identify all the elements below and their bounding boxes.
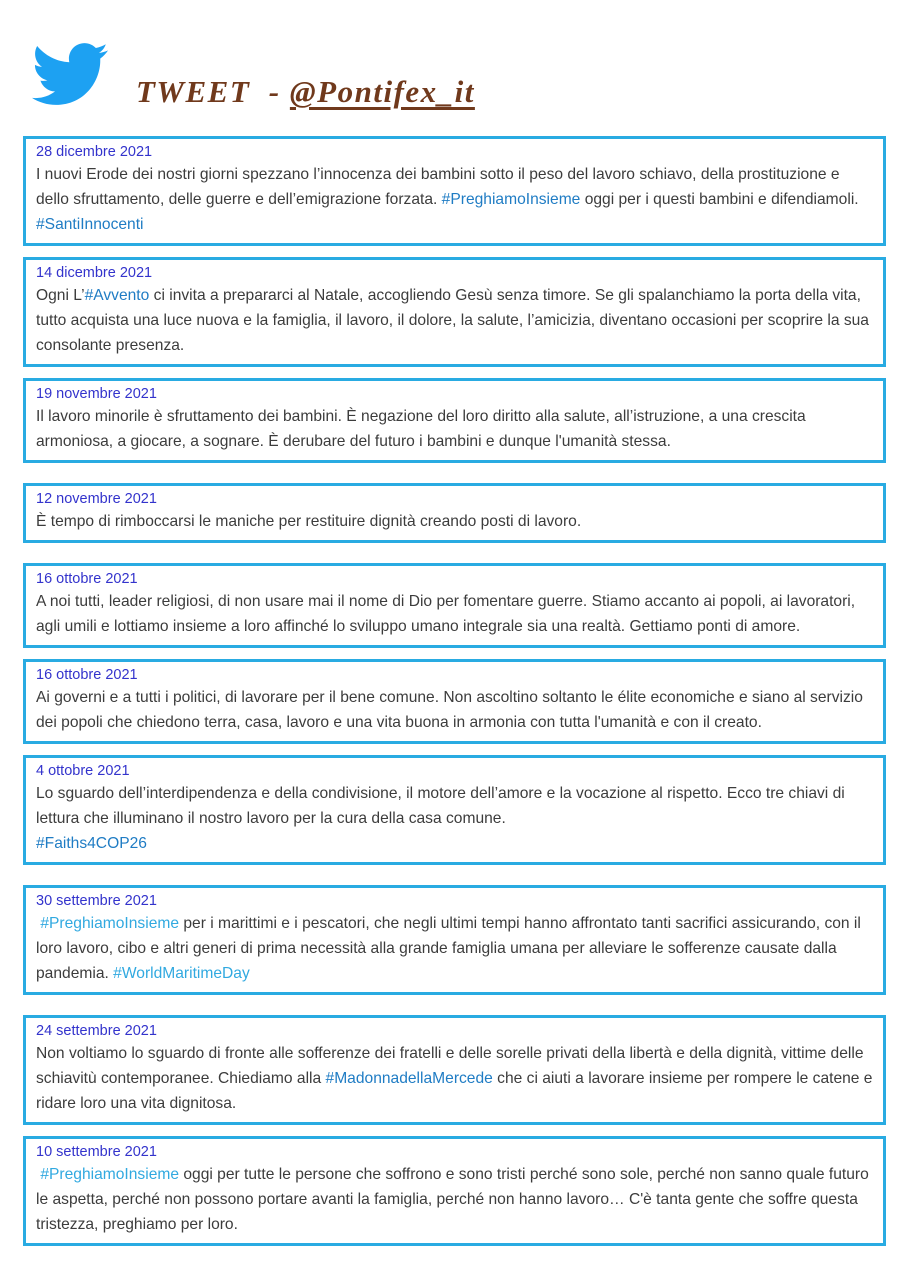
tweet-text-segment: A noi tutti, leader religiosi, di non usare mai il nome di Dio per fomentare guerre. Stiamo accanto ai popoli, ai lavoratori, agli umili e lottiamo insieme a loro affinché lo sviluppo umano integrale sia una realtà. Gettiamo ponti di amore. <box>36 593 856 635</box>
tweet-text-segment: Lo sguardo dell’interdipendenza e della condivisione, il motore dell’amore e la vocazione al rispetto. Ecco tre chiavi di lettura che illuminano il nostro lavoro per la cura della casa comune. <box>36 785 845 827</box>
hashtag-link[interactable]: #SantiInnocenti <box>36 216 144 233</box>
title-text: TWEET - <box>136 74 290 109</box>
tweet-card <box>23 378 886 463</box>
tweet-text-segment: Il lavoro minorile è sfruttamento dei bambini. È negazione del loro diritto alla salute, all’istruzione, a una crescita armoniosa, a giocare, a sognare. È derubare del futuro i bambini e dunque l'umanità stessa. <box>36 408 806 450</box>
page-title <box>136 74 475 110</box>
tweet-date: 16 ottobre 2021 <box>36 667 138 683</box>
tweet-text-segment: Ai governi e a tutti i politici, di lavorare per il bene comune. Non ascoltino soltanto le élite economiche e siano al servizio dei popoli che chiedono terra, casa, lavoro e una vita buona in armonia con tutta l'umanità e con il creato. <box>36 689 863 731</box>
tweet-text <box>36 283 873 358</box>
tweet-list <box>23 136 886 1246</box>
tweet-text-segment: È tempo di rimboccarsi le maniche per restituire dignità creando posti di lavoro. <box>36 513 582 530</box>
tweet-card <box>23 563 886 648</box>
tweet-text <box>36 1041 873 1116</box>
tweet-card <box>23 659 886 744</box>
hashtag-link[interactable]: #WorldMaritimeDay <box>113 965 250 982</box>
tweet-card <box>23 755 886 865</box>
tweet-date: 30 settembre 2021 <box>36 893 157 909</box>
tweet-date: 19 novembre 2021 <box>36 386 157 402</box>
tweet-date: 14 dicembre 2021 <box>36 265 153 281</box>
tweet-date: 16 ottobre 2021 <box>36 571 138 587</box>
header <box>28 36 886 112</box>
hashtag-link[interactable]: #PreghiamoInsieme <box>40 1166 180 1183</box>
tweet-text <box>36 911 873 986</box>
tweet-text-segment: ci invita a prepararci al Natale, accogliendo Gesù senza timore. Se gli spalanchiamo la porta della vita, tutto acquista una luce nuova e la famiglia, il lavoro, il dolore, la salute, l’amicizia, diventano occasioni per scoprire la sua consolante presenza. <box>36 287 869 354</box>
tweet-text <box>36 162 873 237</box>
tweet-date: 12 novembre 2021 <box>36 491 157 507</box>
tweet-text-segment: che ci aiuti a lavorare insieme per rompere le catene e ridare loro una vita dignitosa. <box>36 1070 873 1112</box>
tweet-card <box>23 483 886 543</box>
tweet-text-segment: per i marittimi e i pescatori, che negli ultimi tempi hanno affrontato tanti sacrifici assicurando, con il loro lavoro, cibo e altri generi di prima necessità alla grande famiglia umana per alleviare le sofferenze causate dalla pandemia. <box>36 915 861 982</box>
tweet-text-segment: oggi per tutte le persone che soffrono e sono tristi perché sono sole, perché non sanno quale futuro le aspetta, perché non possono portare avanti la famiglia, perché non hanno lavoro… C'è tanta gente che soffre questa tristezza, preghiamo per loro. <box>36 1166 869 1233</box>
hashtag-link[interactable]: #PreghiamoInsieme <box>40 915 180 932</box>
tweet-text <box>36 685 873 735</box>
tweet-date: 28 dicembre 2021 <box>36 144 153 160</box>
tweet-card <box>23 885 886 995</box>
tweet-text <box>36 509 873 534</box>
hashtag-link[interactable]: #MadonnadellaMercede <box>325 1070 493 1087</box>
tweet-date: 10 settembre 2021 <box>36 1144 157 1160</box>
tweet-date: 4 ottobre 2021 <box>36 763 130 779</box>
tweet-text <box>36 589 873 639</box>
tweet-card <box>23 136 886 246</box>
tweet-text-segment: I nuovi Erode dei nostri giorni spezzano l’innocenza dei bambini sotto il peso del lavoro schiavo, della prostituzione e dello sfruttamento, delle guerre e dell’emigrazione forzata. <box>36 166 840 208</box>
tweet-text-segment: Ogni L’ <box>36 287 85 304</box>
tweet-date: 24 settembre 2021 <box>36 1023 157 1039</box>
tweet-card <box>23 1136 886 1246</box>
tweet-text <box>36 1162 873 1237</box>
hashtag-link[interactable]: #Faiths4COP26 <box>36 835 147 852</box>
tweet-card <box>23 1015 886 1125</box>
tweet-text-segment: Non voltiamo lo sguardo di fronte alle sofferenze dei fratelli e delle sorelle privati della libertà e della dignità, vittime delle schiavitù contemporanee. Chiediamo alla <box>36 1045 864 1087</box>
pontifex-handle-link[interactable]: @Pontifex_it <box>289 74 475 109</box>
tweet-text-segment: oggi per i questi bambini e difendiamoli. <box>580 191 859 208</box>
tweet-text <box>36 781 873 856</box>
twitter-bird-icon <box>28 36 112 112</box>
tweet-text <box>36 404 873 454</box>
hashtag-link[interactable]: #PreghiamoInsieme <box>441 191 581 208</box>
hashtag-link[interactable]: #Avvento <box>84 287 150 304</box>
tweet-card <box>23 257 886 367</box>
